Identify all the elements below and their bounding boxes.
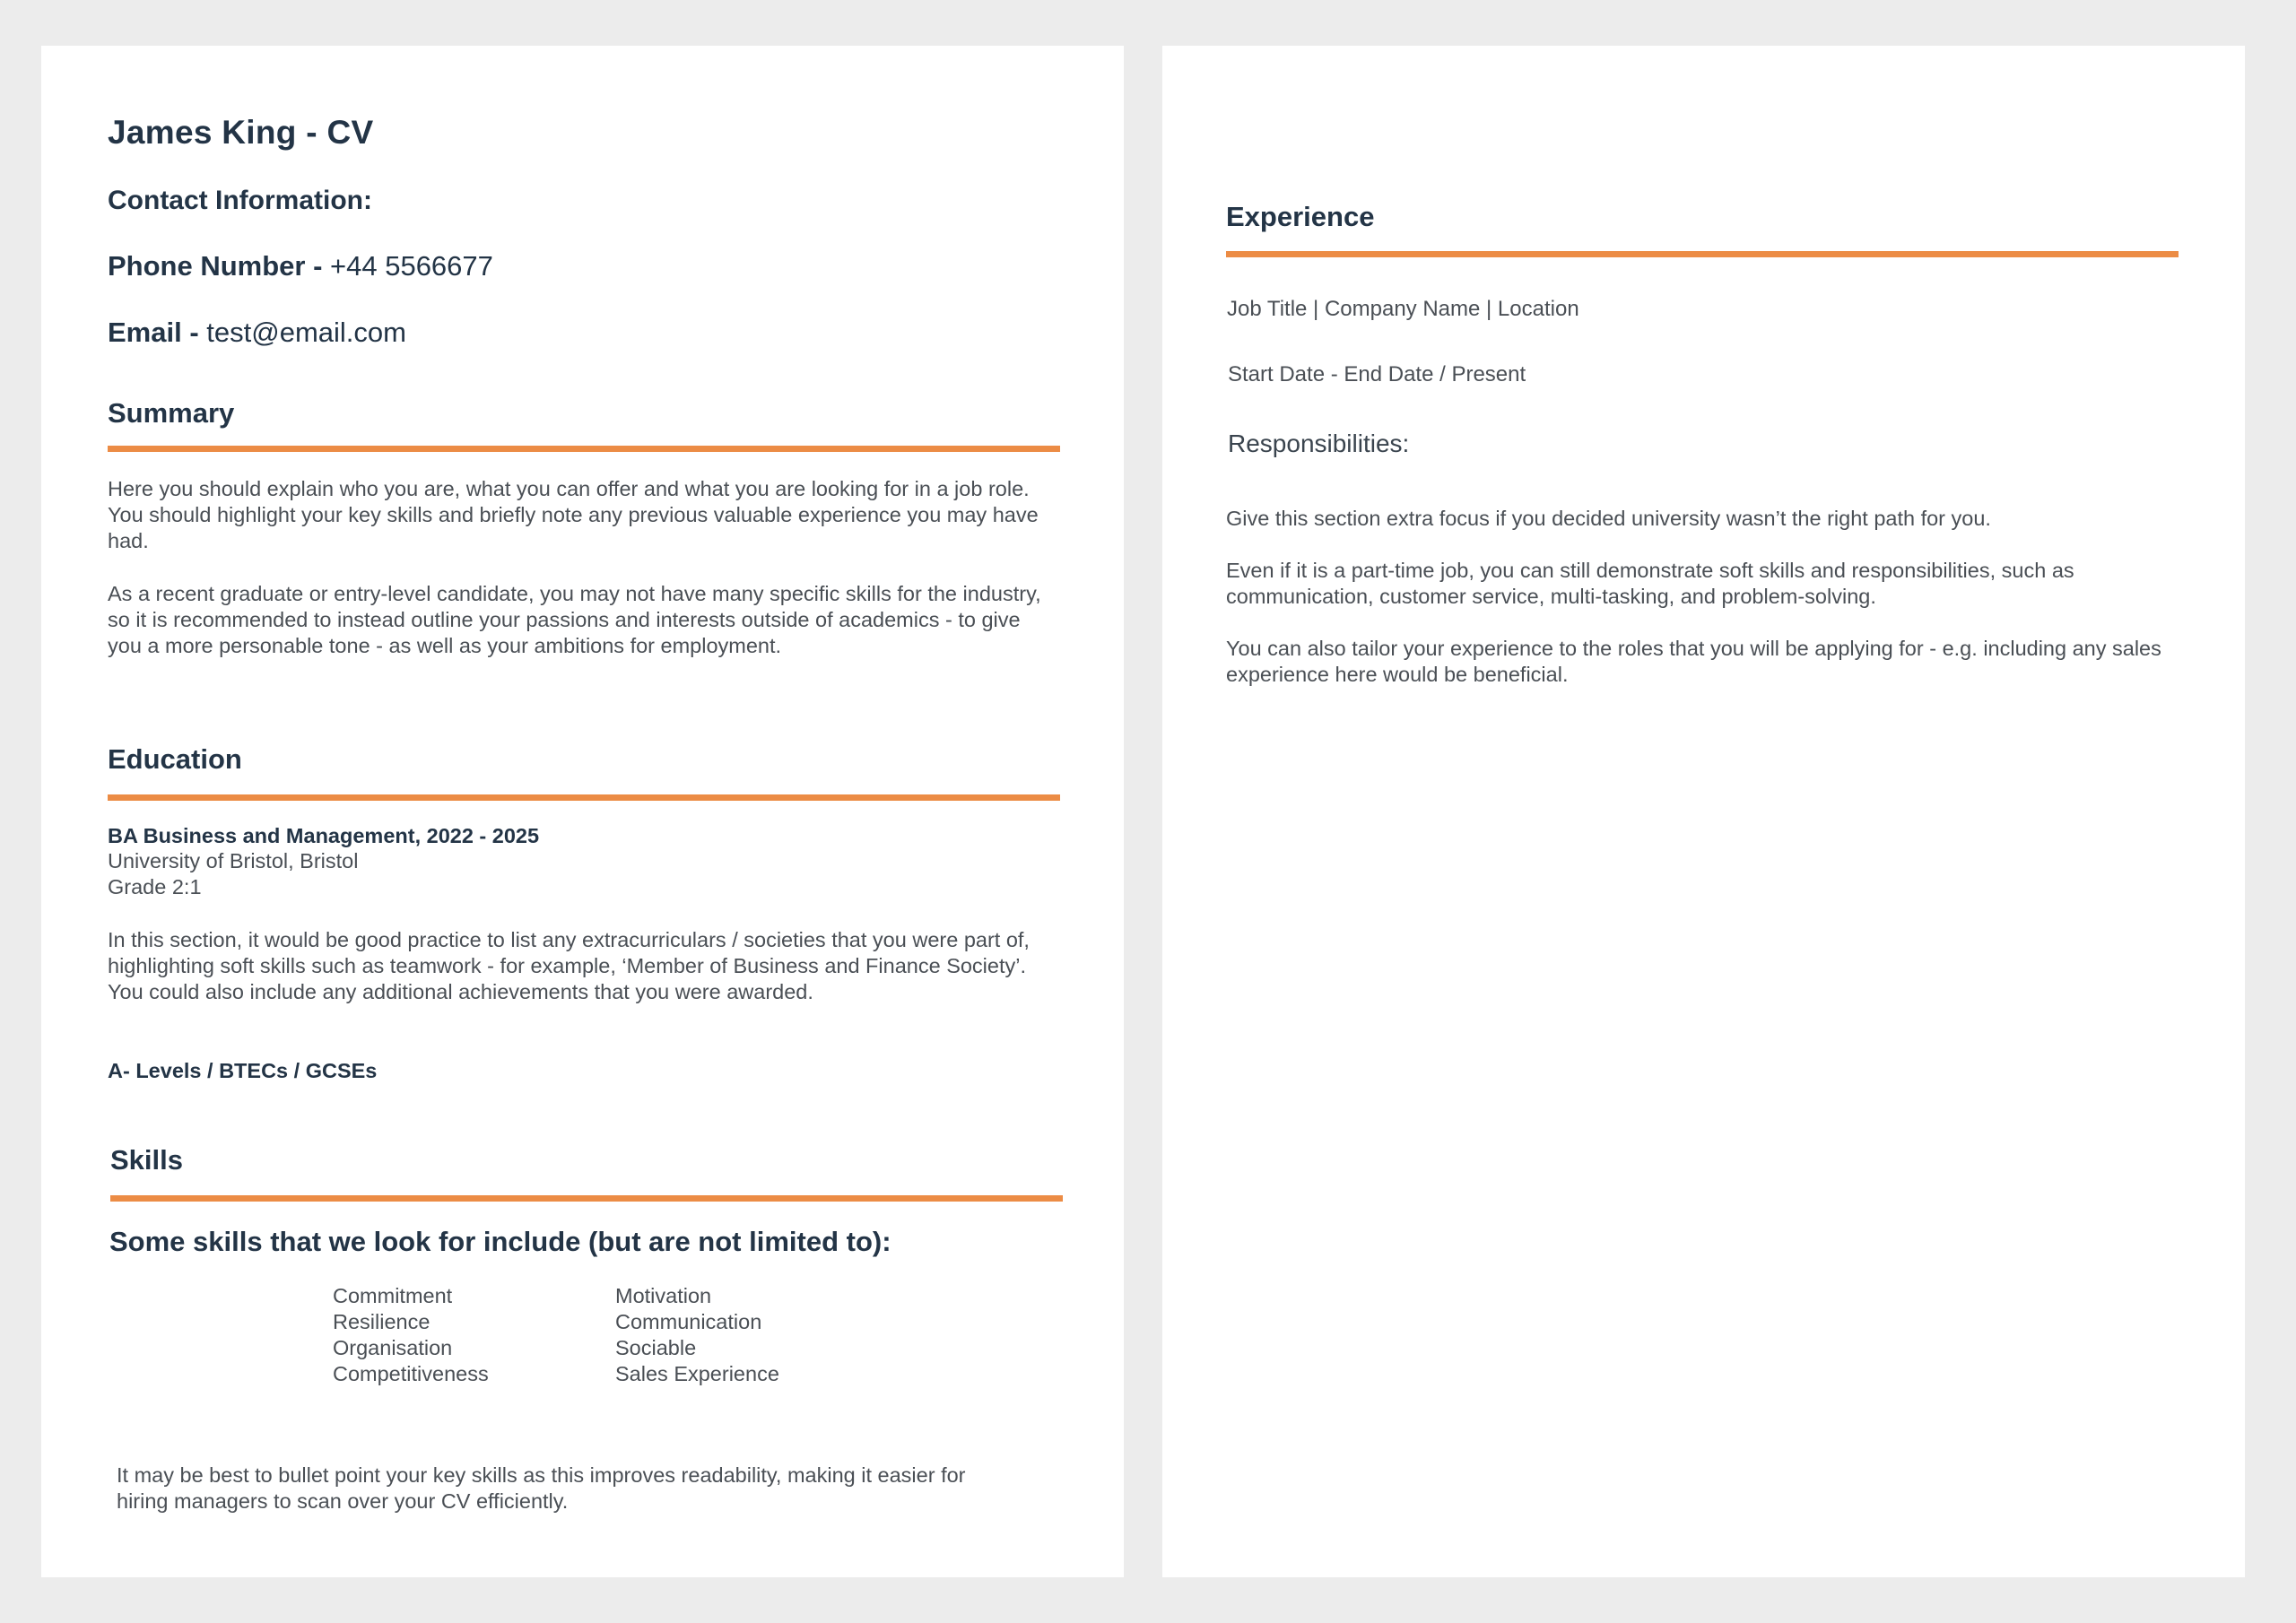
skill-item: Sales Experience <box>615 1362 779 1385</box>
education-paragraph: In this section, it would be good practice to list any extracurriculars / societies that you were part of, highlighting soft skills such as teamwork - for example, ‘Member of Business and Finance Society’. You could also include any additional achievements that you were awarded. <box>108 928 1030 1003</box>
education-qualifications: A- Levels / BTECs / GCSEs <box>108 1059 378 1082</box>
experience-date-line: Start Date - End Date / Present <box>1228 362 1526 386</box>
experience-paragraph-3: You can also tailor your experience to the roles that you will be applying for - e.g. including any sales experience here would be beneficial. <box>1226 637 2161 686</box>
summary-rule <box>108 446 1060 452</box>
skill-item: Commitment <box>333 1284 453 1307</box>
cv-title: James King - CV <box>108 114 374 151</box>
experience-paragraph-2: Even if it is a part-time job, you can still demonstrate soft skills and responsibilities, such as communication, customer service, multi-tasking, and problem-solving. <box>1226 559 2074 608</box>
summary-heading: Summary <box>108 397 235 429</box>
email-line <box>108 317 406 349</box>
education-rule <box>108 794 1060 801</box>
education-grade: Grade 2:1 <box>108 875 202 898</box>
skill-item: Communication <box>615 1310 762 1333</box>
education-heading: Education <box>108 743 242 775</box>
skills-heading: Skills <box>110 1144 183 1176</box>
skills-column-1 <box>333 1283 489 1387</box>
experience-responsibilities-label: Responsibilities: <box>1228 430 1410 457</box>
skill-item: Resilience <box>333 1310 430 1333</box>
phone-value: +44 5566677 <box>330 250 493 282</box>
email-label: Email - <box>108 317 207 348</box>
experience-paragraph-1: Give this section extra focus if you decided university wasn’t the right path for you. <box>1226 507 1991 530</box>
summary-paragraph-2: As a recent graduate or entry-level candidate, you may not have many specific skills for the industry, so it is recommended to instead outline your passions and interests outside of academics - to give you a more personable tone - as well as your ambitions for employment. <box>108 582 1041 657</box>
experience-job-line: Job Title | Company Name | Location <box>1227 297 1579 321</box>
phone-line <box>108 250 493 282</box>
cv-page-right <box>1162 46 2245 1577</box>
education-institution: University of Bristol, Bristol <box>108 849 359 872</box>
skills-rule <box>110 1195 1063 1202</box>
phone-label: Phone Number - <box>108 250 331 282</box>
skills-column-2 <box>615 1283 779 1387</box>
skill-item: Organisation <box>333 1336 453 1359</box>
skills-intro: Some skills that we look for include (but are not limited to): <box>109 1226 891 1257</box>
skills-note: It may be best to bullet point your key skills as this improves readability, making it easier for hiring managers to scan over your CV efficiently. <box>117 1463 966 1513</box>
skill-item: Sociable <box>615 1336 697 1359</box>
skill-item: Motivation <box>615 1284 712 1307</box>
experience-heading: Experience <box>1226 201 1375 232</box>
contact-heading: Contact Information: <box>108 186 372 215</box>
email-value: test@email.com <box>206 317 406 348</box>
cv-page-left <box>41 46 1124 1577</box>
summary-paragraph-1: Here you should explain who you are, what you can offer and what you are looking for in a job role. You should highlight your key skills and briefly note any previous valuable experience you may have had. <box>108 477 1039 552</box>
experience-rule <box>1226 251 2179 257</box>
education-degree: BA Business and Management, 2022 - 2025 <box>108 824 540 847</box>
skill-item: Competitiveness <box>333 1362 489 1385</box>
